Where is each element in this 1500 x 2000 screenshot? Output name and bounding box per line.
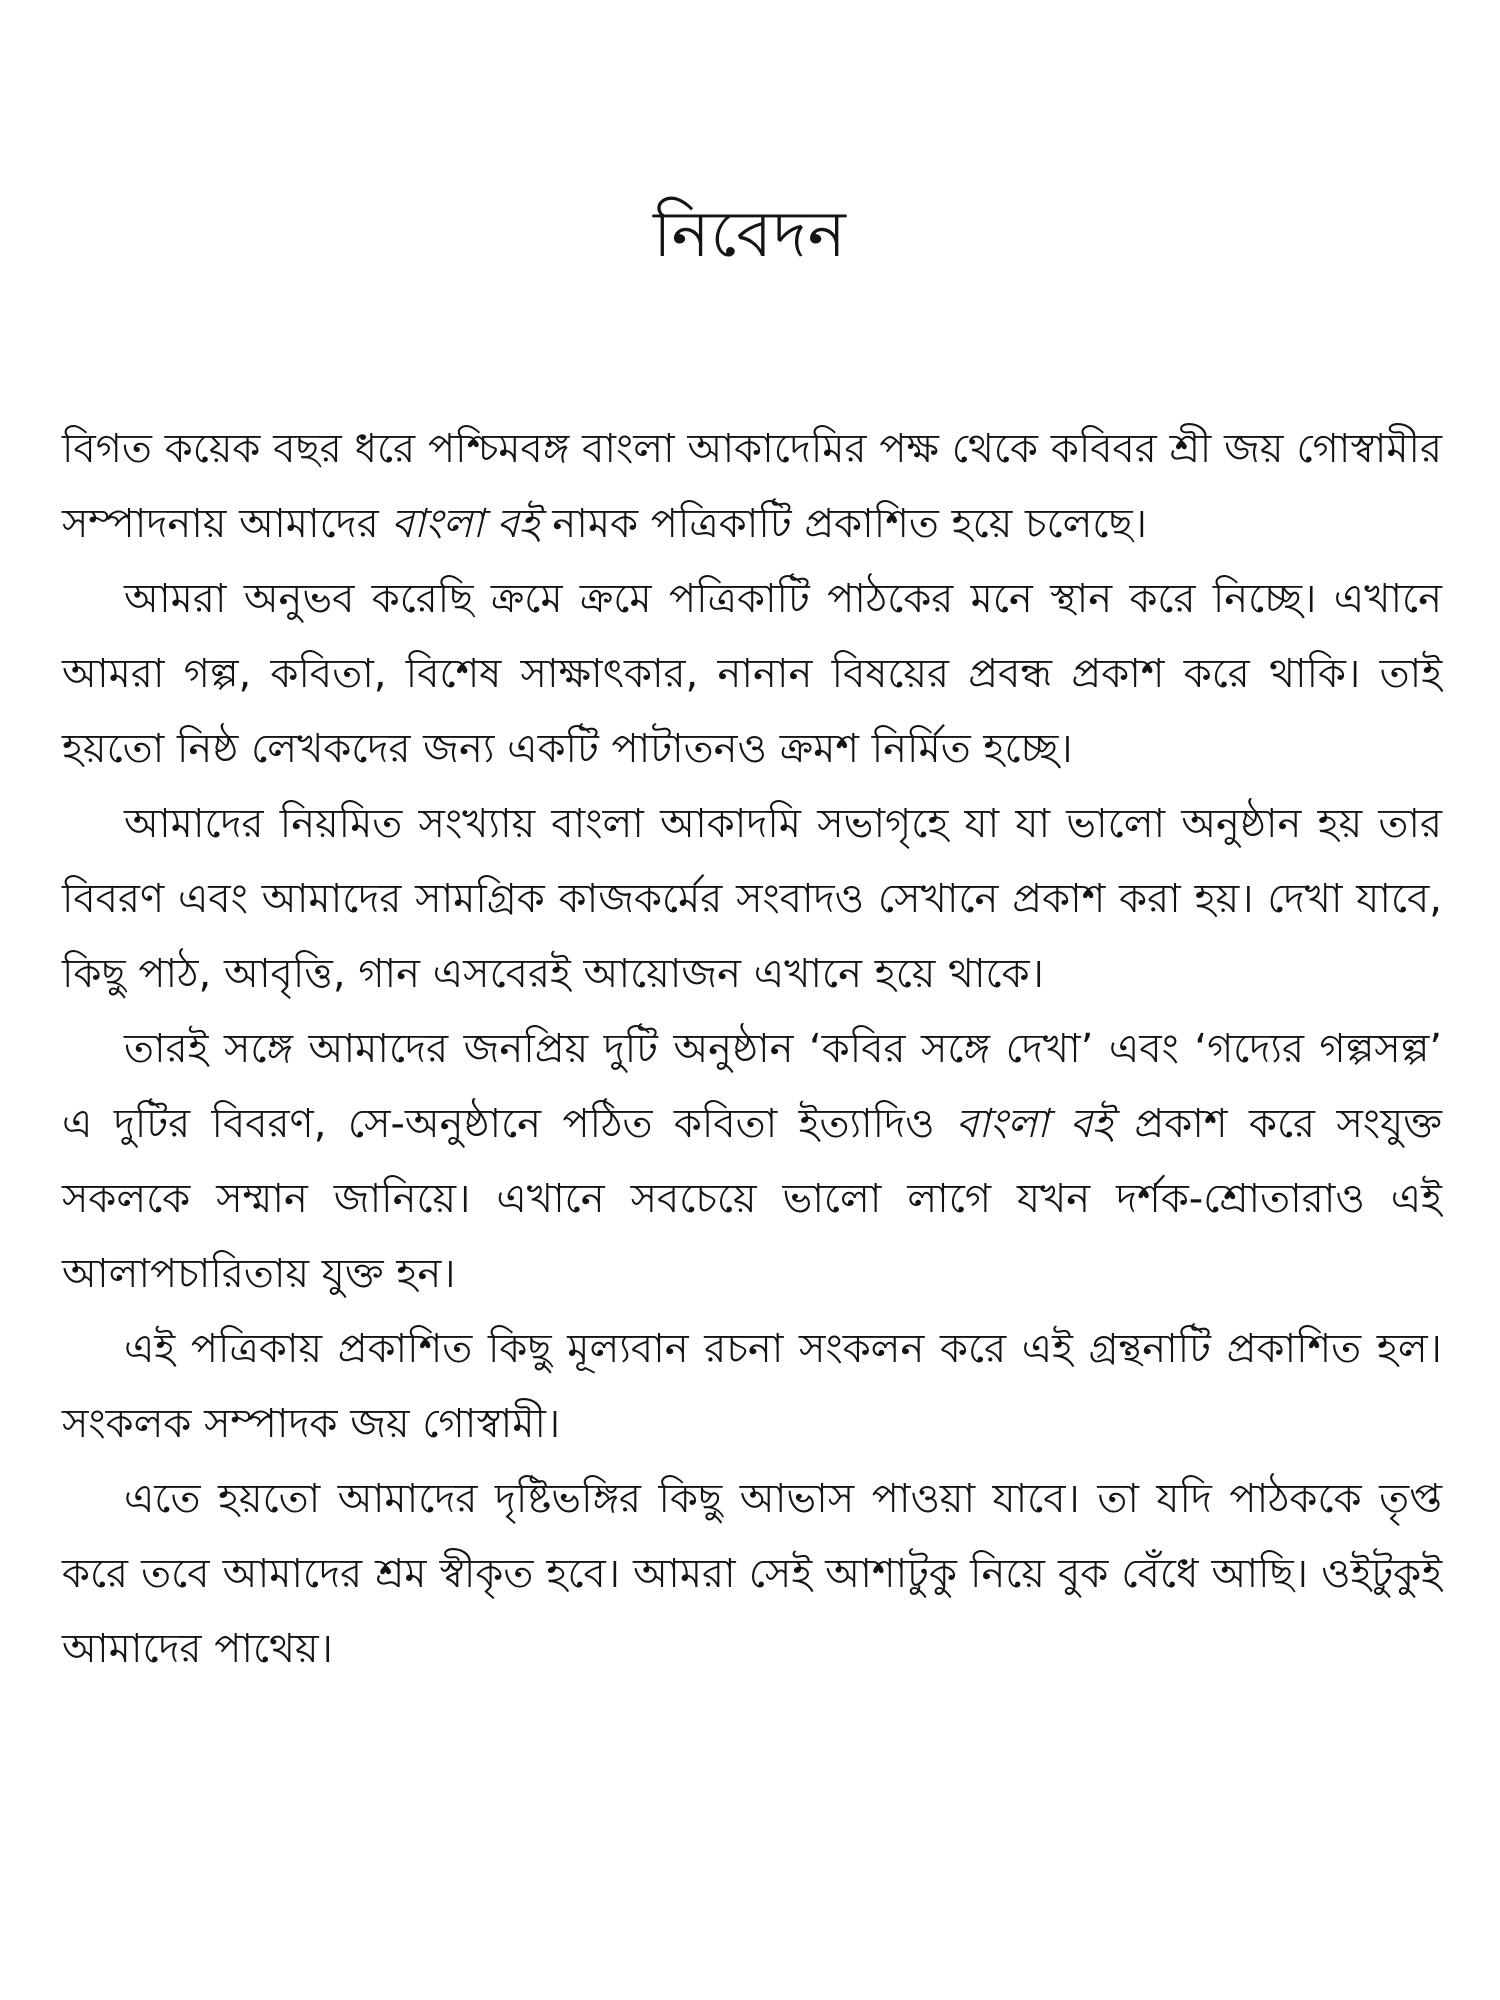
journal-name: বাংলা বই xyxy=(391,501,540,547)
paragraph-text: আমাদের নিয়মিত সংখ্যায় বাংলা আকাদমি সভাগৃহে যা যা ভালো অনুষ্ঠান হয় তার বিবরণ এবং আমাদের সামগ্রিক কাজকর্মের সংবাদও সেখানে প্রকাশ করা হয়। দেখা যাবে, কিছু পাঠ, আবৃত্তি, গান এসবেরই আয়োজন এখানে হয়ে থাকে। xyxy=(62,801,1442,997)
journal-name: বাংলা বই xyxy=(956,1101,1113,1147)
paragraph-2 xyxy=(62,562,1442,787)
page-title: নিবেদন xyxy=(653,198,847,272)
paragraph-text: এই পত্রিকায় প্রকাশিত কিছু মূল্যবান রচনা সংকলন করে এই গ্রন্থনাটি প্রকাশিত হল। সংকলক সম্পাদক জয় গোস্বামী। xyxy=(62,1326,1442,1447)
paragraph-3 xyxy=(62,787,1442,1012)
paragraph-1 xyxy=(62,412,1442,562)
paragraph-text: আমরা অনুভব করেছি ক্রমে ক্রমে পত্রিকাটি পাঠকের মনে স্থান করে নিচ্ছে। এখানে আমরা গল্প, কবিতা, বিশেষ সাক্ষাৎকার, নানান বিষয়ের প্রবন্ধ প্রকাশ করে থাকি। তাই হয়তো নিষ্ঠ লেখকদের জন্য একটি পাটাতনও ক্রমশ নির্মিত হচ্ছে। xyxy=(62,576,1442,772)
body-text xyxy=(62,412,1442,1687)
paragraph-text: নামক পত্রিকাটি প্রকাশিত হয়ে চলেছে। xyxy=(539,501,1148,547)
paragraph-text: এতে হয়তো আমাদের দৃষ্টিভঙ্গির কিছু আভাস পাওয়া যাবে। তা যদি পাঠককে তৃপ্ত করে তবে আমাদের শ্রম স্বীকৃত হবে। আমরা সেই আশাটুকু নিয়ে বুক বেঁধে আছি। ওইটুকুই আমাদের পাথেয়। xyxy=(62,1476,1442,1672)
paragraph-5 xyxy=(62,1312,1442,1462)
paragraph-4 xyxy=(62,1012,1442,1312)
paragraph-6 xyxy=(62,1462,1442,1687)
paragraph-text: প্রকাশ করে সংযুক্ত সকলকে সম্মান জানিয়ে। এখানে সবচেয়ে ভালো লাগে যখন দর্শক-শ্রোতারাও এই আলাপচারিতায় যুক্ত হন। xyxy=(62,1101,1442,1297)
paragraph-text: বিগত কয়েক বছর ধরে পশ্চিমবঙ্গ বাংলা আকাদেমির পক্ষ থেকে কবিবর শ্রী জয় গোস্বামীর সম্পাদনায় আমাদের xyxy=(62,426,1442,547)
paragraph-text: তারই সঙ্গে আমাদের জনপ্রিয় দুটি অনুষ্ঠান ‘কবির সঙ্গে দেখা’ এবং ‘গদ্যের গল্পসল্প’ এ দুটির বিবরণ, সে-অনুষ্ঠানে পঠিত কবিতা ইত্যাদিও xyxy=(62,1026,1442,1147)
